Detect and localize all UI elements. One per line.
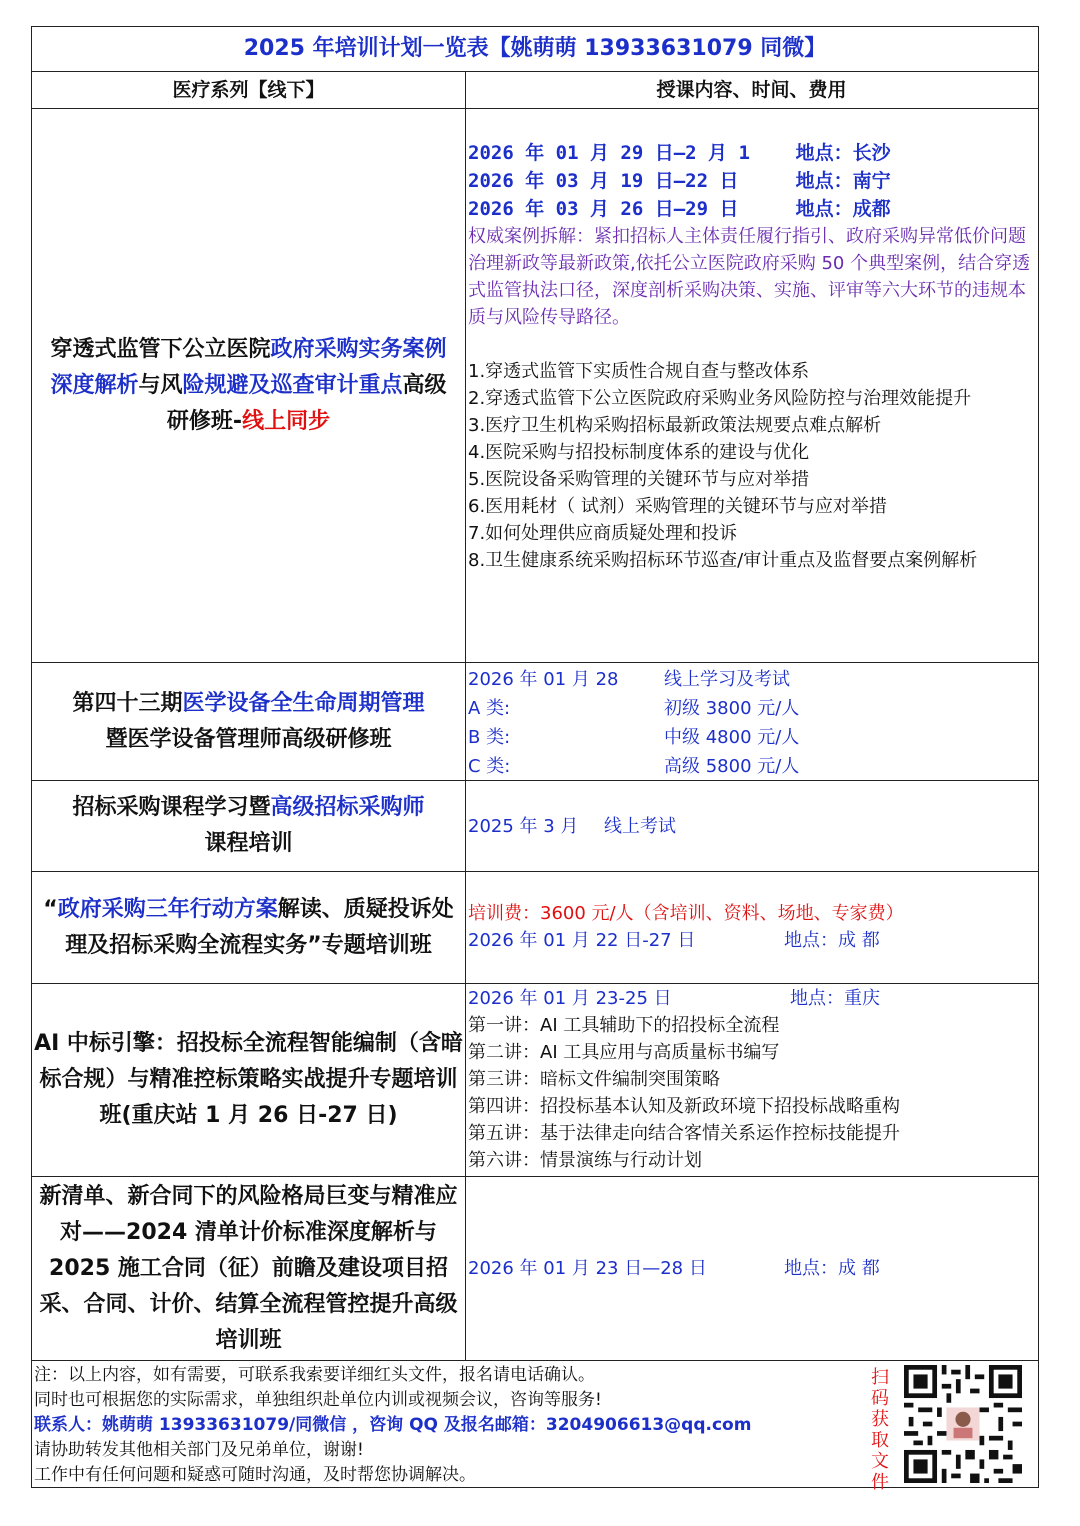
- course-title: [32, 984, 466, 1176]
- schedule-line: 2026 年 03 月 19 日—22 日 地点：南宁: [468, 170, 891, 192]
- table-header-row: [32, 72, 1038, 109]
- course-details: [466, 872, 1037, 983]
- course-title-part: 暨医学设备管理师高级研修班: [105, 726, 392, 752]
- course-title-part: “: [43, 896, 58, 922]
- course-title-text: 新清单、新合同下的风险格局巨变与精准应对——2024 清单计价标准深度解析与 2025 施工合同（征）前瞻及建设项目招采、合同、计价、结算全流程管控提升高级培训班: [39, 1183, 458, 1353]
- course-details: [466, 781, 1037, 871]
- list-item: 1.穿透式监管下实质性合规自查与整改体系: [468, 361, 810, 382]
- course-title-part: 第四十三期: [72, 690, 183, 716]
- scan-qr-label: 扫码获取文件: [871, 1367, 889, 1493]
- course-intro: 权威案例拆解：紧扣招标人主体责任履行指引、政府采购异常低价问题治理新政等最新政策,依托公立医院政府采购 50 个典型案例，结合穿透式监管执法口径，深度剖析采购决策、实施、评审等六大环节的违规本质与风险传导路径。: [468, 226, 1031, 328]
- course-title-text: AI 中标引擎：招投标全流程智能编制（含暗标合规）与精准控标策略实战提升专题培训班(重庆站 1 月 26 日-27 日): [34, 1031, 463, 1128]
- table-row: [32, 781, 1038, 872]
- list-item: 8.卫生健康系统采购招标环节巡查/审计重点及监督要点案例解析: [468, 550, 978, 571]
- training-plan-table: [31, 26, 1039, 1493]
- online-sync-label: 线上同步: [242, 408, 331, 434]
- schedule-place: 地点：成 都: [784, 930, 880, 951]
- qr-code-icon[interactable]: [902, 1365, 1024, 1483]
- header-series: 医疗系列【线下】: [32, 72, 466, 108]
- table-row: [32, 872, 1038, 984]
- schedule-line: 2026 年 03 月 26 日—29 日 地点：成都: [468, 198, 891, 220]
- schedule-place: 地点：成 都: [784, 1258, 880, 1279]
- schedule-note: 线上学习及考试: [664, 669, 790, 690]
- schedule-date: 2026 年 01 月 23-25 日: [468, 988, 672, 1009]
- course-title-part: 招标采购课程学习暨: [72, 795, 271, 820]
- course-title: [32, 109, 466, 662]
- table-row: [32, 984, 1038, 1177]
- footer-note: 请协助转发其他相关部门及兄弟单位，谢谢!: [34, 1440, 364, 1460]
- list-item: 第二讲：AI 工具应用与高质量标书编写: [468, 1042, 780, 1063]
- course-details: [466, 109, 1037, 662]
- course-title-highlight: 险规避及巡查审计重点: [182, 372, 403, 398]
- table-row: [32, 1177, 1038, 1361]
- header-content: 授课内容、时间、费用: [656, 79, 847, 101]
- course-title-highlight: 医学设备全生命周期管理: [182, 690, 425, 716]
- footer-note: 注：以上内容，如有需要，可联系我索要详细红头文件，报名请电话确认。: [34, 1365, 595, 1385]
- course-title-part: 高级研修班-: [166, 372, 447, 434]
- page-title: 2025 年培训计划一览表【姚萌萌 13933631079 同微】: [32, 27, 1038, 72]
- course-title-part: 解读、质疑投诉处理及招标采购全流程实务”专题培训班: [65, 896, 454, 958]
- list-item: 2.穿透式监管下公立医院政府采购业务风险防控与治理效能提升: [468, 388, 972, 409]
- list-item: 4.医院采购与招投标制度体系的建设与优化: [468, 442, 810, 463]
- list-item: 第三讲：暗标文件编制突围策略: [468, 1069, 720, 1090]
- course-details: [466, 663, 1037, 780]
- course-title: [32, 1177, 466, 1360]
- schedule-date: 2026 年 01 月 22 日-27 日: [468, 930, 696, 951]
- course-title-highlight: 政府采购实务案例深度解析: [50, 336, 447, 398]
- class-fee: 中级 4800 元/人: [664, 727, 800, 748]
- training-fee: 培训费：3600 元/人（含培训、资料、场地、专家费）: [468, 903, 904, 924]
- footer-note: 工作中有任何问题和疑惑可随时沟通，及时帮您协调解决。: [34, 1465, 476, 1485]
- course-title-part: 与风: [138, 372, 183, 398]
- table-row: [32, 663, 1038, 781]
- list-item: 5.医院设备采购管理的关键环节与应对举措: [468, 469, 810, 490]
- course-details: [466, 984, 1037, 1176]
- schedule-date: 2026 年 01 月 28: [468, 669, 619, 690]
- class-label: A 类:: [468, 698, 511, 719]
- schedule-place: 地点：重庆: [790, 988, 880, 1009]
- course-title-part: 课程培训: [204, 831, 293, 856]
- list-item: 第一讲：AI 工具辅助下的招投标全流程: [468, 1015, 780, 1036]
- class-fee: 高级 5800 元/人: [664, 756, 800, 777]
- class-fee: 初级 3800 元/人: [664, 698, 800, 719]
- course-title: [32, 872, 466, 983]
- course-title-part: 穿透式监管下公立医院: [50, 336, 271, 362]
- class-label: C 类:: [468, 756, 511, 777]
- schedule-line: 2026 年 01 月 29 日—2 月 1 地点：长沙: [468, 142, 891, 164]
- course-details: [466, 1177, 1037, 1360]
- footer-note: 同时也可根据您的实际需求，单独组织赴单位内训或视频会议，咨询等服务!: [34, 1390, 602, 1410]
- course-title-highlight: 高级招标采购师: [270, 795, 425, 820]
- list-item: 第五讲：基于法律走向结合客情关系运作控标技能提升: [468, 1123, 900, 1144]
- list-item: 第四讲：招投标基本认知及新政环境下招投标战略重构: [468, 1096, 900, 1117]
- course-title: [32, 781, 466, 871]
- table-row: [32, 109, 1038, 663]
- course-title: [32, 663, 466, 780]
- schedule-date: 2025 年 3 月: [468, 815, 579, 837]
- schedule-date: 2026 年 01 月 23 日—28 日: [468, 1258, 707, 1279]
- list-item: 3.医疗卫生机构采购招标最新政策法规要点难点解析: [468, 415, 882, 436]
- contact-info[interactable]: 联系人：姚萌萌 13933631079/同微信 ，咨询 QQ 及报名邮箱：3204906613@qq.com: [34, 1415, 752, 1435]
- list-item: 第六讲：情景演练与行动计划: [468, 1150, 702, 1171]
- schedule-note: 线上考试: [604, 815, 676, 837]
- class-label: B 类:: [468, 727, 511, 748]
- course-title-highlight: 政府采购三年行动方案: [57, 896, 278, 922]
- list-item: 7.如何处理供应商质疑处理和投诉: [468, 523, 738, 544]
- list-item: 6.医用耗材（ 试剂）采购管理的关键环节与应对举措: [468, 496, 887, 517]
- footer-notes: [32, 1361, 1038, 1493]
